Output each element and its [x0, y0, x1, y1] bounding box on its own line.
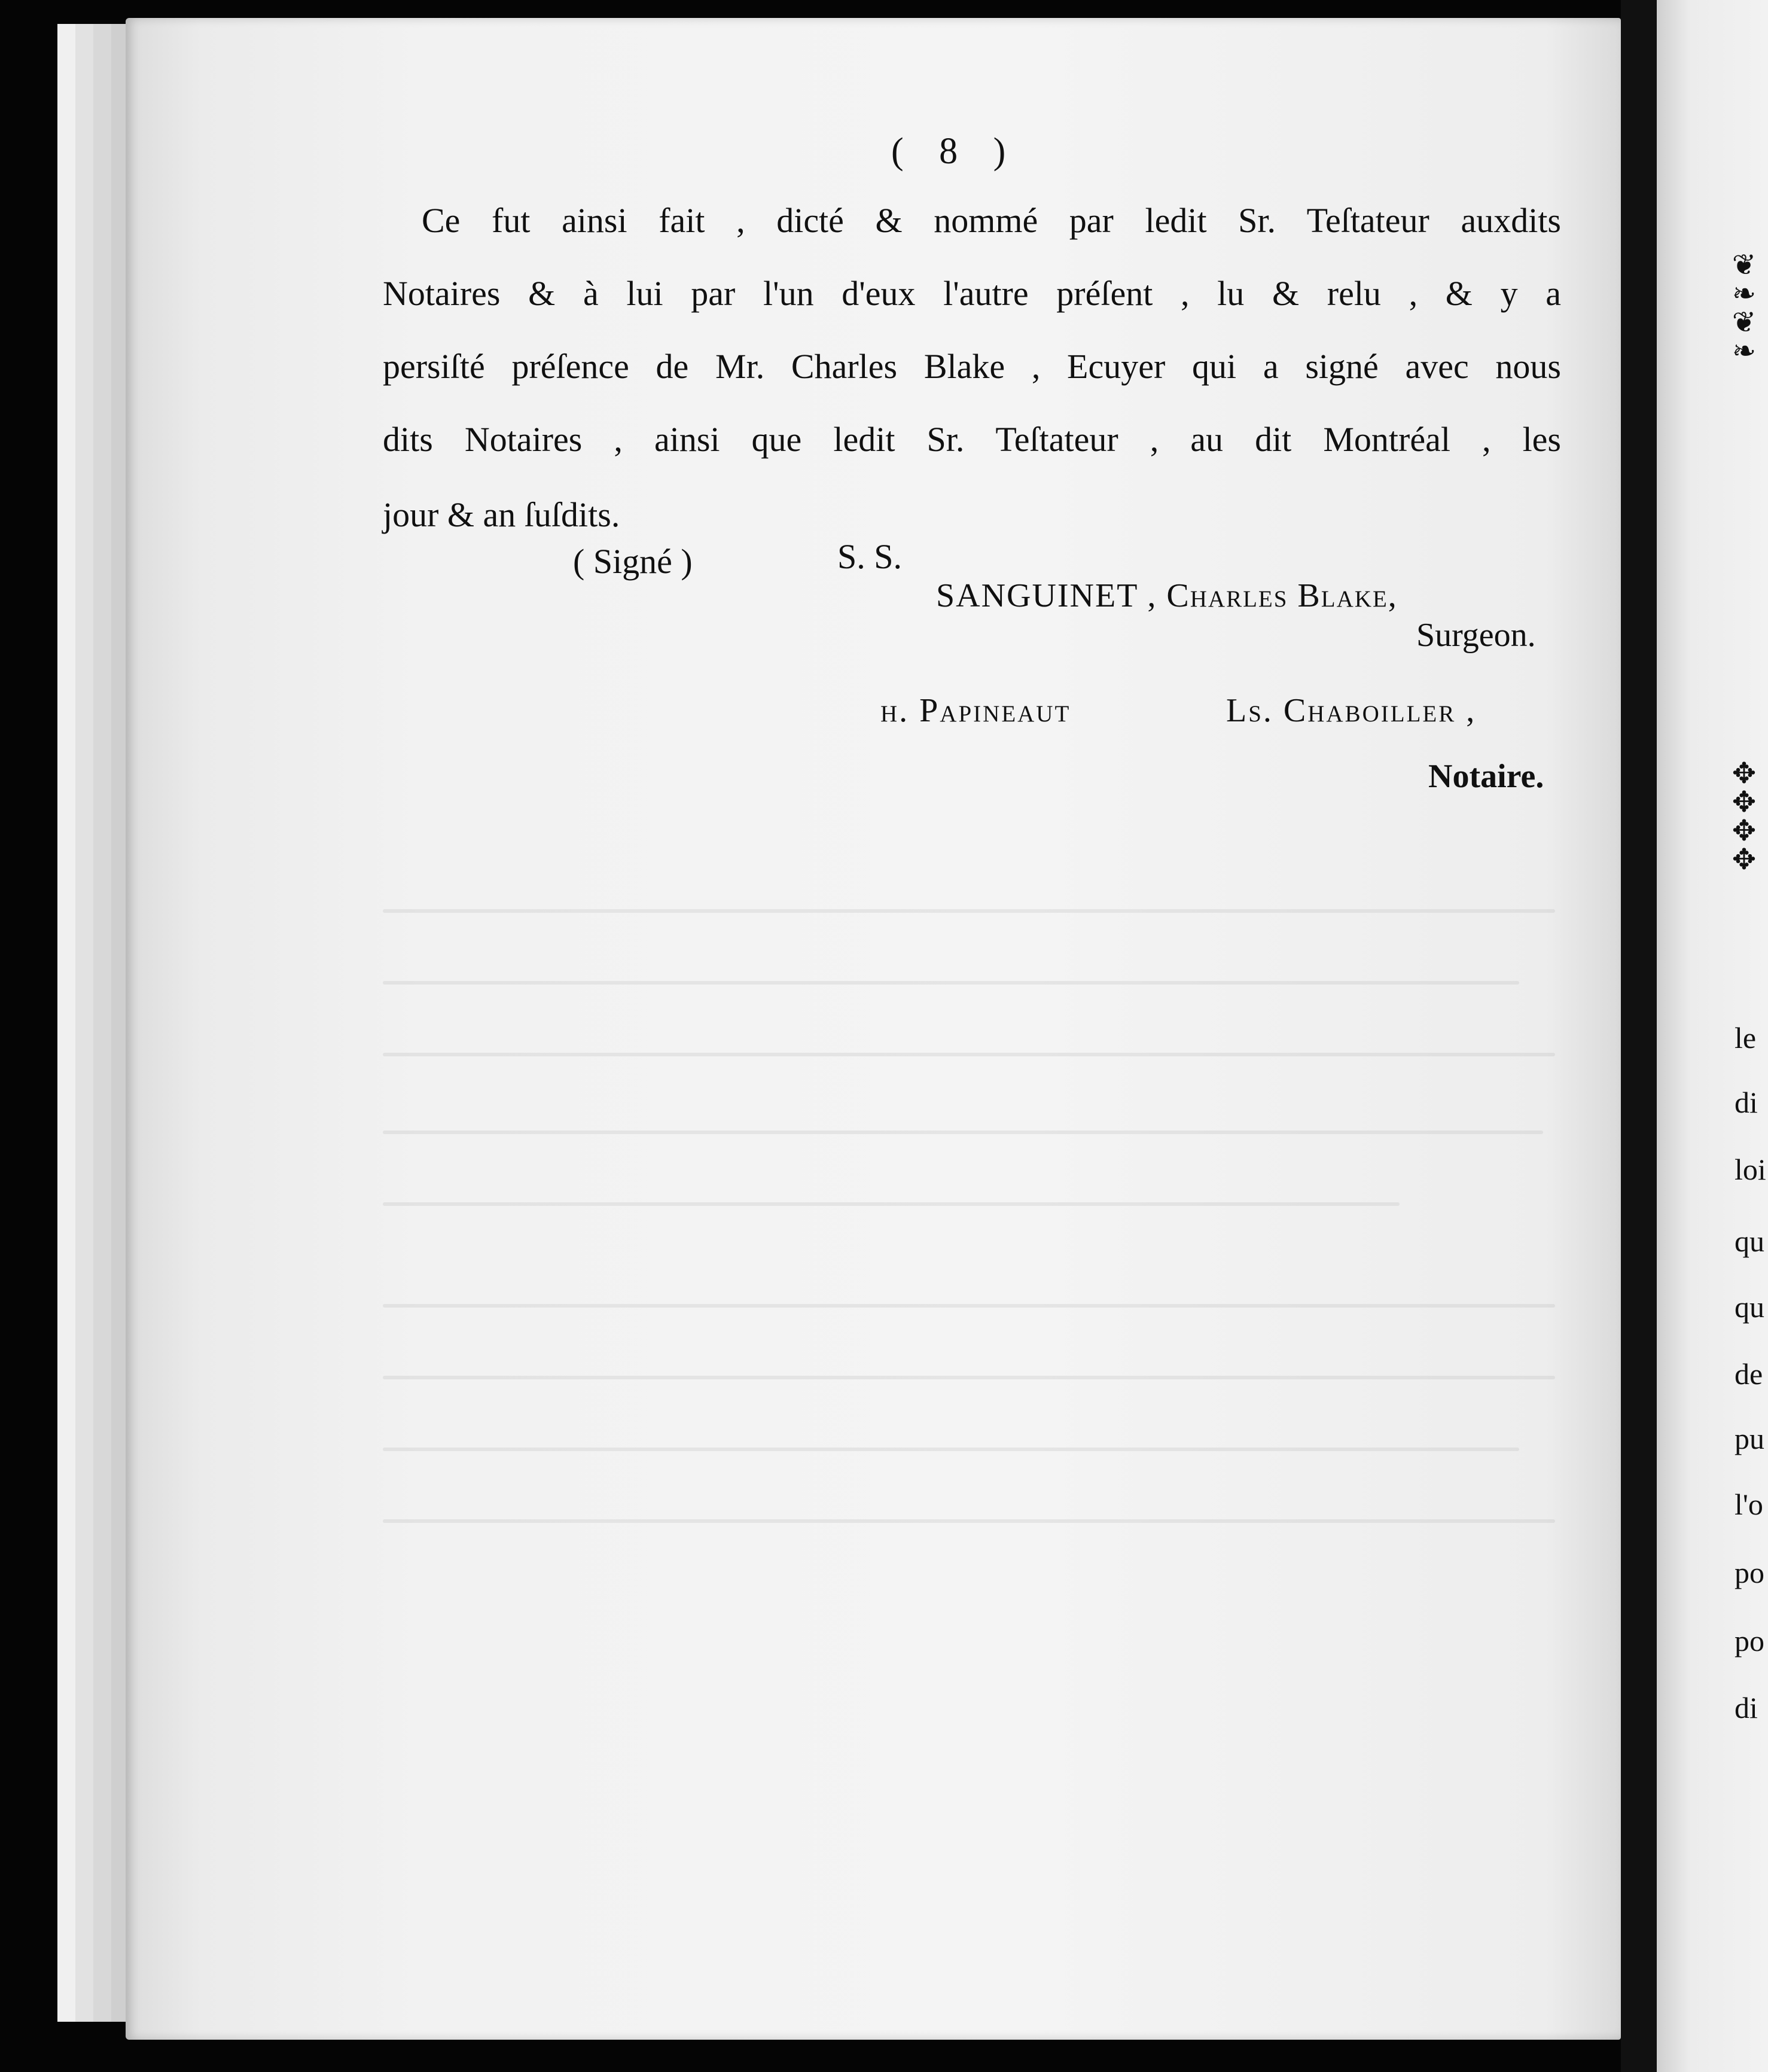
- right-page-fragment: l'o: [1735, 1488, 1763, 1521]
- signed-label: ( Signé ): [573, 542, 693, 581]
- body-line: Notaires & à lui par l'un d'eux l'autre préſent , lu & relu , & y a: [383, 274, 1561, 313]
- page-number: ( 8 ): [891, 131, 1019, 172]
- signer-name: h. Papineaut: [880, 692, 1071, 729]
- signer-title: Notaire.: [1428, 758, 1544, 795]
- right-page-fragment: di: [1735, 1086, 1758, 1119]
- show-through-line: [383, 1304, 1555, 1308]
- leaf-edge: [93, 24, 112, 2022]
- signer-title: Surgeon.: [1416, 617, 1536, 654]
- show-through-line: [383, 909, 1555, 913]
- body-line: persiſté préſence de Mr. Charles Blake , Ecuyer qui a signé avec nous: [383, 347, 1561, 386]
- right-page-fragment: pu: [1735, 1422, 1764, 1455]
- right-page-fragment: po: [1735, 1624, 1764, 1657]
- right-page-fragment: di: [1735, 1691, 1758, 1724]
- ornament-icon: ✥ ✥ ✥ ✥: [1732, 758, 1757, 876]
- signer-name: Ls. Chaboiller ,: [1226, 692, 1477, 729]
- signer-initials: S. S.: [837, 537, 903, 576]
- left-page: [126, 18, 1621, 2040]
- leaf-edge: [75, 24, 95, 2022]
- body-line: dits Notaires , ainsi que ledit Sr. Teſtateur , au dit Montréal , les: [383, 420, 1561, 459]
- show-through-line: [383, 1202, 1400, 1206]
- signer-name: SANGUINET ,: [936, 577, 1157, 614]
- body-line: jour & an ſuſdits.: [383, 495, 620, 534]
- show-through-line: [383, 1131, 1543, 1134]
- show-through-line: [383, 1519, 1555, 1523]
- right-page-fragment: po: [1735, 1556, 1764, 1589]
- signer-name: Charles Blake,: [1166, 577, 1398, 614]
- body-line: Ce fut ainsi fait , dicté & nommé par ledit Sr. Teſtateur auxdits: [422, 201, 1561, 240]
- right-page-fragment: qu: [1735, 1290, 1764, 1324]
- ornament-icon: ❦ ❧ ❦ ❧: [1732, 249, 1757, 367]
- right-page-fragment: loi: [1735, 1153, 1766, 1186]
- show-through-line: [383, 1053, 1555, 1056]
- show-through-line: [383, 1376, 1555, 1379]
- leaf-edge: [57, 24, 77, 2022]
- show-through-line: [383, 981, 1519, 985]
- show-through-line: [383, 1448, 1519, 1451]
- right-page-fragment: le: [1735, 1021, 1757, 1055]
- signature-line: [936, 579, 1398, 613]
- right-page-fragment: de: [1735, 1357, 1763, 1391]
- right-page-fragment: qu: [1735, 1224, 1764, 1258]
